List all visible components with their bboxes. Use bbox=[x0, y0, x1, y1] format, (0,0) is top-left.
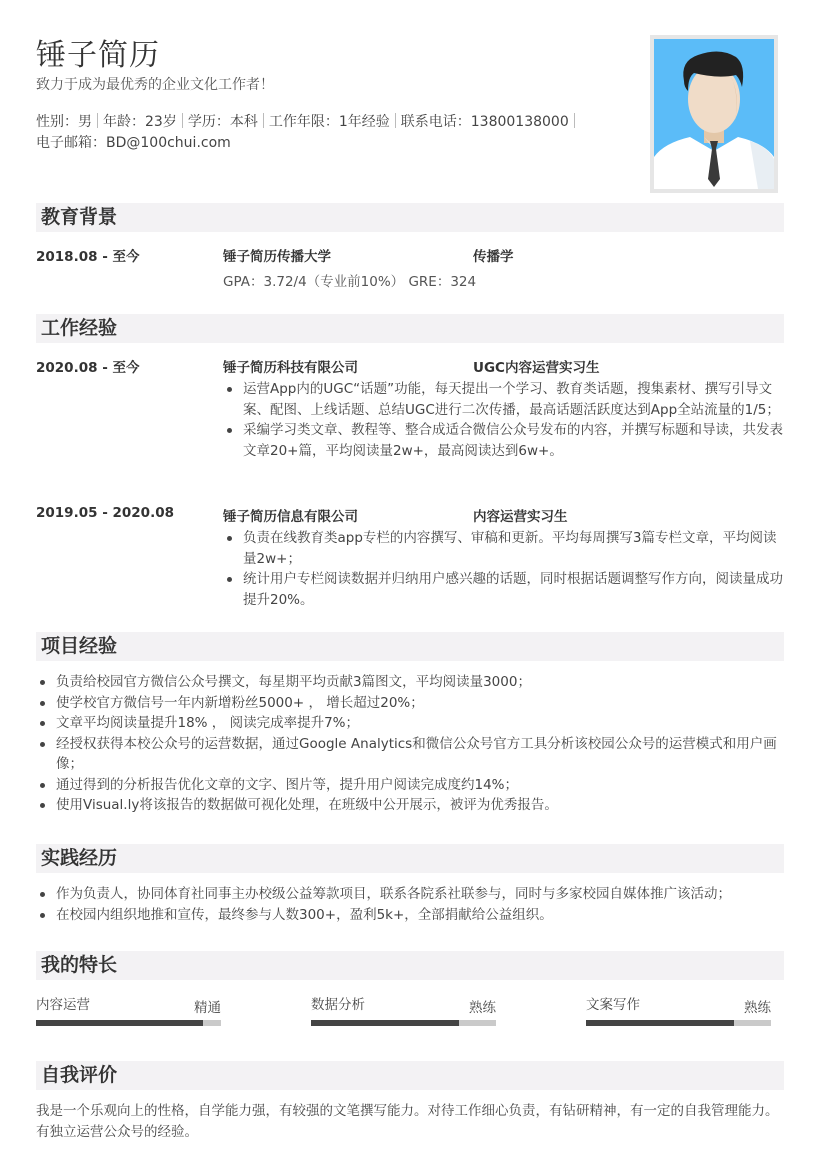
job-role: UGC内容运营实习生 bbox=[473, 360, 600, 376]
info-gender: 性别：男 bbox=[36, 114, 92, 130]
skills-section bbox=[36, 951, 784, 1031]
skill-name: 数据分析 bbox=[311, 997, 365, 1013]
skill-bar bbox=[36, 1020, 221, 1026]
list-item: 统计用户专栏阅读数据并归纳用户感兴趣的话题，同时根据话题调整写作方向，阅读量成功提升20%。 bbox=[223, 569, 783, 610]
section-title-skills: 我的特长 bbox=[36, 951, 784, 980]
job-entry bbox=[36, 343, 784, 493]
job-bullets bbox=[223, 528, 783, 610]
list-item: 采编学习类文章、教程等、整合成适合微信公众号发布的内容，并撰写标题和导读，共发表文章20+篇，平均阅读量2w+，最高阅读达到6w+。 bbox=[223, 420, 783, 461]
avatar-illustration-icon bbox=[654, 39, 774, 189]
section-title-practice: 实践经历 bbox=[36, 844, 784, 873]
skill-bar-fill bbox=[311, 1020, 459, 1026]
list-item: 运营App内的UGC“话题”功能，每天提出一个学习、教育类话题，搜集素材、撰写引导文案、配图、上线话题、总结UGC进行二次传播，最高话题活跃度达到App全站流量的1/5； bbox=[223, 379, 783, 420]
resume-name: 锤子简历 bbox=[36, 38, 160, 73]
section-title-education: 教育背景 bbox=[36, 203, 784, 232]
divider bbox=[97, 113, 98, 128]
projects-section bbox=[36, 632, 784, 816]
skill-level: 精通 bbox=[194, 1000, 221, 1016]
education-major: 传播学 bbox=[473, 249, 514, 265]
skill-level: 熟练 bbox=[744, 1000, 771, 1016]
practice-section bbox=[36, 844, 784, 925]
skill-bar-fill bbox=[36, 1020, 203, 1026]
list-item: 负责在线教育类app专栏的内容撰写、审稿和更新。平均每周撰写3篇专栏文章，平均阅读量2w+； bbox=[223, 528, 783, 569]
education-date: 2018.08 - 至今 bbox=[36, 249, 140, 265]
list-item: 经授权获得本校公众号的运营数据，通过Google Analytics和微信公众号官方工具分析该校园公众号的运营模式和用户画像； bbox=[36, 734, 784, 775]
list-item: 文章平均阅读量提升18% ， 阅读完成率提升7%； bbox=[36, 713, 784, 734]
info-email: 电子邮箱：BD@100chui.com bbox=[36, 135, 231, 151]
skill-name: 文案写作 bbox=[586, 997, 640, 1013]
self-evaluation-section bbox=[36, 1061, 784, 1143]
skill-bar-fill bbox=[586, 1020, 734, 1026]
skill-bar bbox=[311, 1020, 496, 1026]
job-date: 2019.05 - 2020.08 bbox=[36, 505, 174, 521]
avatar bbox=[650, 35, 778, 193]
skill-name: 内容运营 bbox=[36, 997, 90, 1013]
info-age: 年龄：23岁 bbox=[103, 114, 177, 130]
list-item: 负责给校园官方微信公众号撰文，每星期平均贡献3篇图文，平均阅读量3000； bbox=[36, 672, 784, 693]
self-evaluation-text: 我是一个乐观向上的性格，自学能力强，有较强的文笔撰写能力。对待工作细心负责，有钻研精神，有一定的自我管理能力。有独立运营公众号的经验。 bbox=[36, 1103, 779, 1140]
divider bbox=[574, 113, 575, 128]
personal-info bbox=[36, 112, 616, 154]
job-date: 2020.08 - 至今 bbox=[36, 360, 140, 376]
divider bbox=[395, 113, 396, 128]
divider bbox=[182, 113, 183, 128]
list-item: 使用Visual.ly将该报告的数据做可视化处理，在班级中公开展示，被评为优秀报告。 bbox=[36, 795, 784, 816]
education-school: 锤子简历传播大学 bbox=[223, 249, 331, 265]
list-item: 作为负责人，协同体育社同事主办校级公益筹款项目，联系各院系社联参与，同时与多家校园自媒体推广该活动； bbox=[36, 884, 784, 905]
job-entry bbox=[36, 493, 784, 633]
job-company: 锤子简历信息有限公司 bbox=[223, 509, 358, 525]
list-item: 使学校官方微信号一年内新增粉丝5000+ ， 增长超过20%； bbox=[36, 693, 784, 714]
motto: 致力于成为最优秀的企业文化工作者！ bbox=[36, 77, 274, 93]
project-bullets bbox=[36, 672, 784, 816]
job-bullets bbox=[223, 379, 783, 461]
info-work-years: 工作年限：1年经验 bbox=[268, 114, 390, 130]
practice-bullets bbox=[36, 884, 784, 925]
section-title-self-evaluation: 自我评价 bbox=[36, 1061, 784, 1090]
work-section bbox=[36, 314, 784, 633]
skill-bar bbox=[586, 1020, 771, 1026]
skill-level: 熟练 bbox=[469, 1000, 496, 1016]
education-section bbox=[36, 203, 784, 292]
divider bbox=[263, 113, 264, 128]
section-title-projects: 项目经验 bbox=[36, 632, 784, 661]
job-company: 锤子简历科技有限公司 bbox=[223, 360, 358, 376]
section-title-work: 工作经验 bbox=[36, 314, 784, 343]
list-item: 通过得到的分析报告优化文章的文字、图片等，提升用户阅读完成度约14%； bbox=[36, 775, 784, 796]
education-detail: GPA：3.72/4（专业前10%） GRE：324 bbox=[223, 274, 477, 290]
job-role: 内容运营实习生 bbox=[473, 509, 568, 525]
info-education: 学历：本科 bbox=[187, 114, 258, 130]
info-phone: 联系电话：13800138000 bbox=[400, 114, 569, 130]
list-item: 在校园内组织地推和宣传，最终参与人数300+，盈利5k+，全部捐献给公益组织。 bbox=[36, 905, 784, 926]
